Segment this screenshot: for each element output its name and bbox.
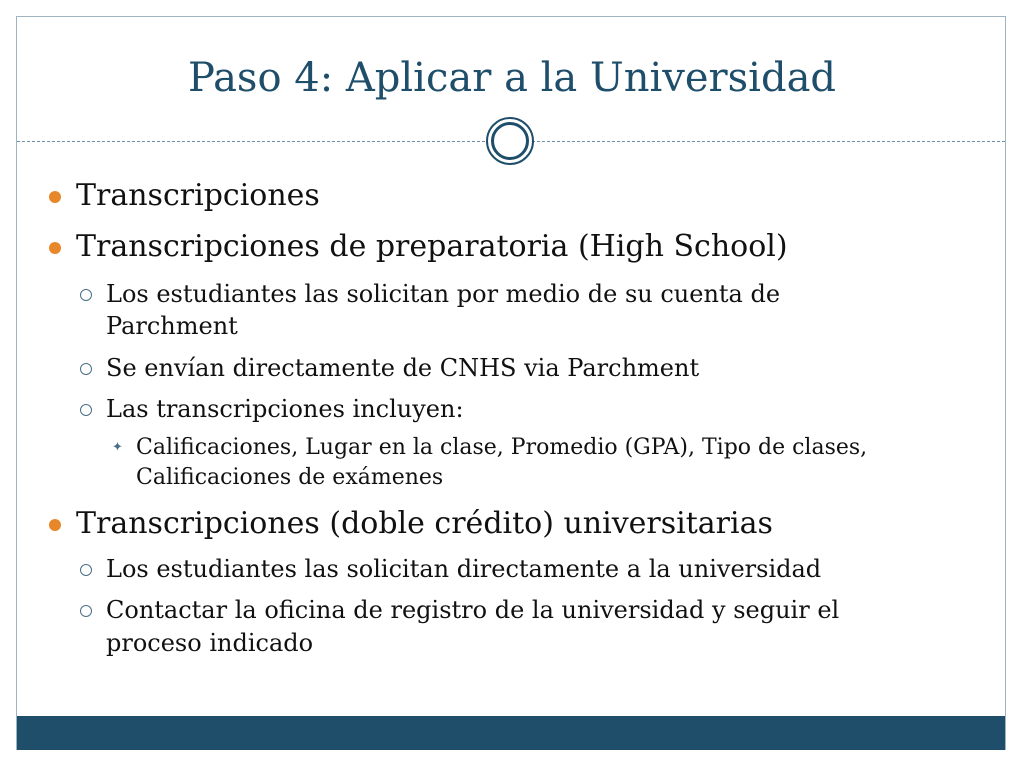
bullet-text: Se envían directamente de CNHS via Parchment: [106, 354, 700, 382]
slide-title: Paso 4: Aplicar a la Universidad: [187, 55, 837, 101]
footer-bar: [17, 716, 1005, 750]
orange-bullet-icon: [49, 191, 61, 203]
ring-bullet-icon: [80, 564, 92, 576]
bullet-text: Transcripciones: [76, 178, 320, 213]
ring-bullet-icon: [80, 363, 92, 375]
bullet-text: Contactar la oficina de registro de la universidad y seguir el: [106, 596, 840, 624]
bullet-text: Calificaciones de exámenes: [136, 465, 444, 490]
star-bullet-icon: ✦: [112, 440, 123, 455]
ring-bullet-icon: [80, 404, 92, 416]
bullet-text: Transcripciones de preparatoria (High School): [76, 229, 788, 264]
bullet-text: proceso indicado: [106, 629, 314, 657]
bullet-text: Calificaciones, Lugar en la clase, Promedio (GPA), Tipo de clases,: [136, 435, 868, 460]
bullet-text: Las transcripciones incluyen:: [106, 395, 464, 423]
bullet-text: Parchment: [106, 312, 238, 340]
bullet-text: Los estudiantes las solicitan por medio de su cuenta de: [106, 280, 781, 308]
bullet-text: Los estudiantes las solicitan directamente a la universidad: [106, 555, 822, 583]
circle-ornament-icon: [486, 117, 534, 165]
orange-bullet-icon: [49, 242, 61, 254]
ring-bullet-icon: [80, 605, 92, 617]
ring-bullet-icon: [80, 289, 92, 301]
orange-bullet-icon: [49, 519, 61, 531]
bullet-text: Transcripciones (doble crédito) universitarias: [76, 506, 773, 541]
